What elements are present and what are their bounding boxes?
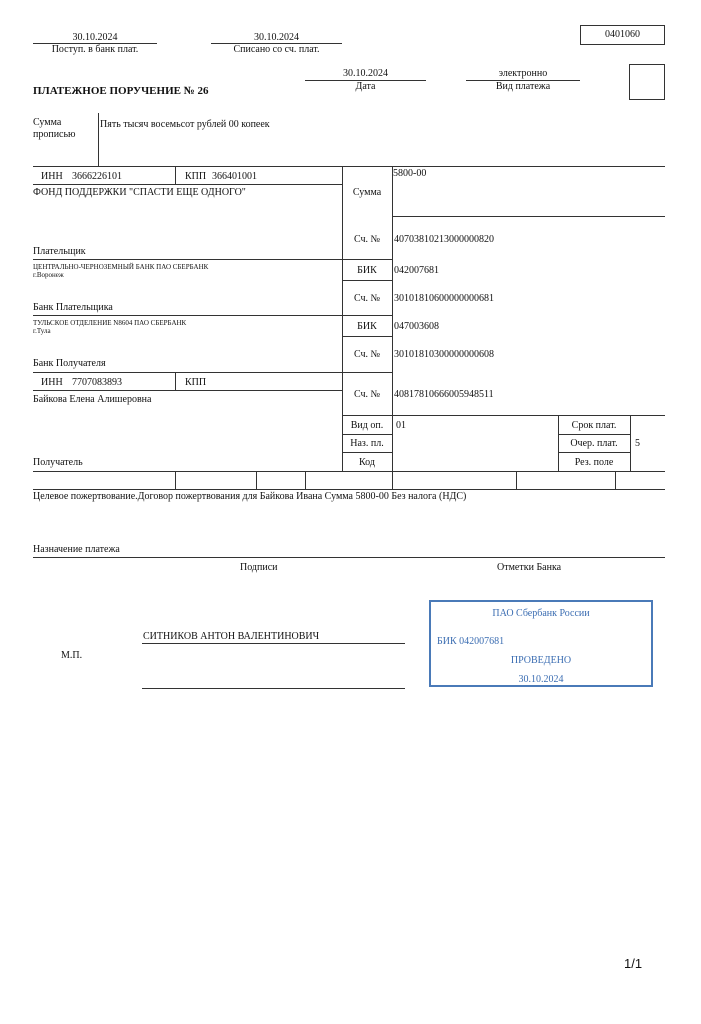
page-number: 1/1 bbox=[624, 956, 643, 971]
stamp-status: ПРОВЕДЕНО bbox=[510, 655, 572, 666]
payer-bank-name: ЦЕНТРАЛЬНО-ЧЕРНОЗЕМНЫЙ БАНК ПАО СБЕРБАНК bbox=[33, 263, 209, 271]
divider bbox=[630, 415, 631, 471]
debited-label: Списано со сч. плат. bbox=[233, 44, 320, 55]
purpose-text: Целевое пожертвование.Договор пожертвования для Байкова Ивана Сумма 5800-00 Без налога (НДС) bbox=[33, 491, 467, 502]
divider bbox=[33, 471, 665, 472]
payer-account-label: Сч. № bbox=[353, 234, 381, 245]
signature-line bbox=[142, 688, 405, 689]
order-date: 30.10.2024 bbox=[343, 68, 388, 79]
payee-name: Байкова Елена Алишеровна bbox=[33, 394, 152, 405]
divider bbox=[558, 434, 630, 435]
purpose-code-label: Наз. пл. bbox=[350, 438, 384, 449]
amount-words-value: Пять тысяч восемьсот рублей 00 копеек bbox=[100, 119, 270, 130]
divider bbox=[33, 184, 342, 185]
bank-marks-label: Отметки Банка bbox=[497, 562, 562, 573]
payer-name: ФОНД ПОДДЕРЖКИ "СПАСТИ ЕЩЕ ОДНОГО" bbox=[33, 187, 246, 198]
payee-inn-label: ИНН bbox=[41, 377, 63, 388]
payee-bik: 047003608 bbox=[394, 321, 439, 332]
due-label: Срок плат. bbox=[571, 420, 617, 431]
payee-label: Получатель bbox=[33, 457, 83, 468]
divider bbox=[342, 434, 392, 435]
payee-corr: 30101810300000000608 bbox=[394, 349, 494, 360]
order-date-label: Дата bbox=[355, 81, 376, 92]
seal-label: М.П. bbox=[61, 650, 83, 661]
divider bbox=[256, 471, 257, 489]
payee-account-label: Сч. № bbox=[353, 389, 381, 400]
payment-type: электронно bbox=[498, 68, 548, 79]
payee-kpp-label: КПП bbox=[185, 377, 207, 388]
payee-inn: 7707083893 bbox=[72, 377, 122, 388]
payer-kpp-label: КПП bbox=[185, 171, 207, 182]
stamp-bank-name: ПАО Сбербанк России bbox=[492, 608, 590, 619]
payer-corr-label: Сч. № bbox=[353, 293, 381, 304]
divider bbox=[342, 280, 392, 281]
divider bbox=[33, 489, 665, 490]
form-code: 0401060 bbox=[605, 29, 640, 40]
divider bbox=[33, 166, 665, 167]
payee-bank-name: ТУЛЬСКОЕ ОТДЕЛЕНИЕ N8604 ПАО СБЕРБАНК bbox=[33, 319, 187, 327]
bank-stamp bbox=[429, 600, 653, 687]
operation-type: 01 bbox=[396, 420, 406, 431]
signatures-label: Подписи bbox=[240, 562, 278, 573]
code-label: Код bbox=[359, 457, 375, 468]
divider bbox=[33, 259, 392, 260]
signer-name: СИТНИКОВ АНТОН ВАЛЕНТИНОВИЧ bbox=[143, 631, 320, 642]
payee-bank-label: Банк Получателя bbox=[33, 358, 106, 369]
priority-label: Очер. плат. bbox=[570, 438, 618, 449]
stamp-date: 30.10.2024 bbox=[518, 674, 564, 685]
amount-words-label-2: прописью bbox=[33, 129, 76, 140]
priority-value: 5 bbox=[635, 438, 640, 449]
payer-account: 40703810213000000820 bbox=[394, 234, 494, 245]
received-date: 30.10.2024 bbox=[72, 32, 118, 43]
divider bbox=[33, 372, 392, 373]
payer-label: Плательщик bbox=[33, 246, 86, 257]
purpose-label: Назначение платежа bbox=[33, 544, 120, 555]
divider bbox=[305, 471, 306, 489]
payer-corr: 30101810600000000681 bbox=[394, 293, 494, 304]
operation-type-label: Вид оп. bbox=[350, 420, 384, 431]
payer-bank-city: г.Воронеж bbox=[33, 271, 64, 279]
reserve-label: Рез. поле bbox=[574, 457, 614, 468]
divider bbox=[342, 415, 665, 416]
divider bbox=[615, 471, 616, 489]
payee-corr-label: Сч. № bbox=[353, 349, 381, 360]
divider bbox=[175, 471, 176, 489]
divider bbox=[342, 336, 392, 337]
amount-value: 5800-00 bbox=[393, 168, 427, 179]
payer-kpp: 366401001 bbox=[212, 171, 257, 182]
received-label: Поступ. в банк плат. bbox=[51, 44, 139, 55]
payer-bik-label: БИК bbox=[357, 265, 377, 276]
divider bbox=[175, 166, 176, 184]
divider bbox=[175, 372, 176, 390]
divider bbox=[33, 390, 342, 391]
amount-words-label-1: Сумма bbox=[33, 117, 62, 128]
order-title: ПЛАТЕЖНОЕ ПОРУЧЕНИЕ № 26 bbox=[33, 85, 209, 97]
payer-bik: 042007681 bbox=[394, 265, 439, 276]
payment-type-label: Вид платежа bbox=[495, 81, 551, 92]
stamp-bik: БИК 042007681 bbox=[437, 636, 505, 647]
divider bbox=[392, 166, 393, 490]
divider bbox=[98, 113, 99, 166]
debited-date: 30.10.2024 bbox=[254, 32, 299, 43]
divider bbox=[33, 315, 392, 316]
payer-inn-label: ИНН bbox=[41, 171, 63, 182]
payee-account: 40817810666005948511 bbox=[394, 389, 494, 400]
status-box bbox=[629, 64, 665, 100]
divider bbox=[342, 452, 392, 453]
payee-bik-label: БИК bbox=[357, 321, 377, 332]
amount-label: Сумма bbox=[352, 187, 382, 198]
divider bbox=[392, 216, 665, 217]
payee-bank-city: г.Тула bbox=[33, 327, 51, 335]
divider bbox=[33, 557, 665, 558]
divider bbox=[558, 452, 630, 453]
payer-bank-label: Банк Плательщика bbox=[33, 302, 113, 313]
payer-inn: 3666226101 bbox=[72, 171, 122, 182]
divider bbox=[516, 471, 517, 489]
signature-line bbox=[142, 643, 405, 644]
form-code-box bbox=[580, 25, 665, 45]
